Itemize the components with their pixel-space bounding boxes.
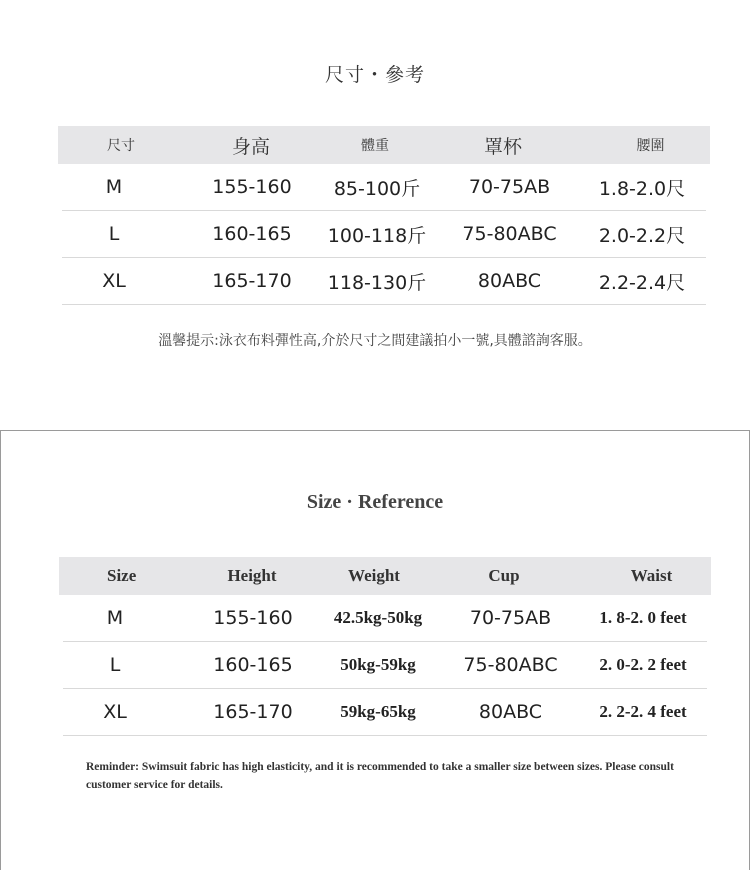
cell-size: XL [102, 270, 126, 292]
cell-cup: 80ABC [478, 701, 543, 723]
chart-title-en: Size · Reference [306, 491, 444, 513]
table-row [63, 689, 707, 736]
cell-weight: 59kg-65kg [340, 702, 416, 721]
header-weight: Weight [348, 566, 400, 585]
cell-weight: 85-100斤 [333, 177, 421, 200]
cell-waist: 2.2-2.4尺 [598, 271, 686, 294]
chart-title-zh: 尺寸・參考 [324, 64, 425, 86]
cell-size: L [109, 654, 121, 676]
cell-height: 155-160 [212, 176, 292, 198]
header-waist: 腰圍 [636, 138, 665, 154]
cell-waist: 2.0-2.2尺 [598, 224, 686, 247]
chinese-size-chart [0, 0, 750, 430]
header-weight: 體重 [361, 138, 389, 154]
header-height: 身高 [231, 135, 270, 158]
size-table-en [59, 557, 711, 736]
cell-size: M [106, 607, 124, 629]
cell-size: L [108, 223, 120, 245]
header-height: Height [227, 566, 277, 585]
cell-weight: 42.5kg-50kg [333, 608, 423, 627]
header-waist: Waist [630, 566, 673, 585]
table-row [62, 258, 706, 305]
cell-height: 165-170 [213, 701, 293, 723]
cell-waist: 1. 8-2. 0 feet [599, 608, 687, 627]
header-cup: 罩杯 [483, 135, 522, 158]
cell-cup: 75-80ABC [463, 654, 558, 676]
table-row [63, 595, 707, 642]
cell-waist: 2. 0-2. 2 feet [599, 655, 687, 674]
cell-waist: 2. 2-2. 4 feet [599, 702, 687, 721]
cell-weight: 118-130斤 [327, 271, 427, 294]
cell-weight: 50kg-59kg [340, 655, 416, 674]
header-size: 尺寸 [107, 138, 135, 154]
size-table-zh [58, 126, 710, 305]
cell-height: 160-165 [212, 223, 292, 245]
cell-size: M [105, 176, 123, 198]
reminder-note-en: Reminder: Swimsuit fabric has high elasticity, and it is recommended to take a smaller size between sizes. Please consult customer service for details. [86, 761, 674, 791]
cell-waist: 1.8-2.0尺 [598, 177, 686, 200]
header-size: Size [107, 566, 137, 585]
table-row [62, 164, 706, 211]
cell-weight: 100-118斤 [327, 224, 427, 247]
table-row [62, 211, 706, 258]
cell-height: 160-165 [213, 654, 293, 676]
cell-cup: 70-75AB [468, 176, 551, 198]
table-row [63, 642, 707, 689]
header-cup: Cup [488, 566, 520, 585]
reminder-note-zh: 溫馨提示:泳衣布料彈性高,介於尺寸之間建議拍小一號,具體諮詢客服。 [158, 333, 592, 349]
table-header [59, 557, 711, 595]
cell-height: 165-170 [212, 270, 292, 292]
cell-size: XL [103, 701, 127, 723]
cell-cup: 80ABC [477, 270, 542, 292]
cell-cup: 75-80ABC [462, 223, 557, 245]
cell-height: 155-160 [213, 607, 293, 629]
english-size-chart [0, 430, 750, 870]
table-header [58, 126, 710, 164]
cell-cup: 70-75AB [469, 607, 552, 629]
